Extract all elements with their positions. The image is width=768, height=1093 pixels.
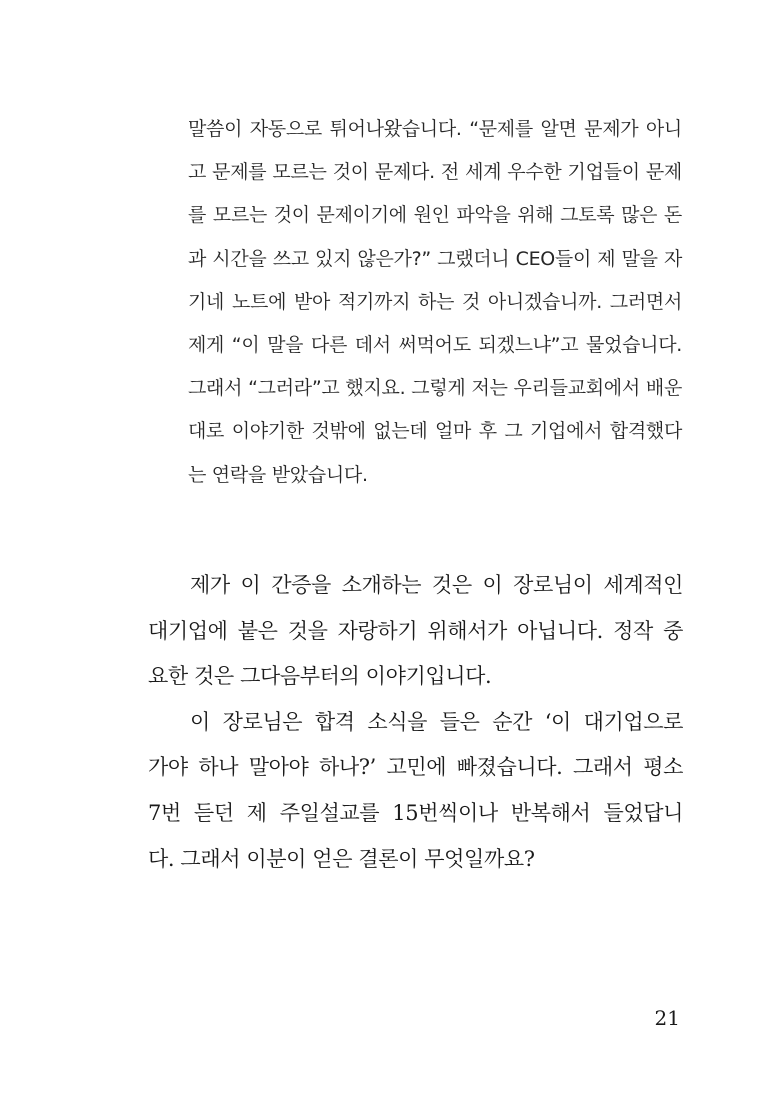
quote-line: 과 시간을 쓰고 있지 않은가?” 그랬더니 CEO들이 제 말을 자: [188, 247, 682, 270]
paragraph-line: 다. 그래서 이분이 얻은 결론이 무엇일까요?: [148, 846, 535, 871]
paragraph-line: 가야 하나 말아야 하나?’ 고민에 빠졌습니다. 그래서 평소: [148, 755, 683, 780]
paragraph-line: 대기업에 붙은 것을 자랑하기 위해서가 아닙니다. 정작 중: [148, 618, 683, 643]
quote-line: 대로 이야기한 것밖에 없는데 얼마 후 그 기업에서 합격했다: [188, 420, 682, 443]
paragraph-line: 이 장로님은 합격 소식을 들은 순간 ‘이 대기업으로: [190, 709, 683, 734]
paragraph-line: 제가 이 간증을 소개하는 것은 이 장로님이 세계적인: [190, 573, 683, 597]
quote-line: 말씀이 자동으로 튀어나왔습니다. “문제를 알면 문제가 아니: [188, 118, 682, 140]
page-number: 21: [654, 1006, 680, 1030]
paragraph-line: 7번 듣던 제 주일설교를 15번씩이나 반복해서 들었답니: [148, 800, 683, 825]
paragraph-line: 요한 것은 그다음부터의 이야기입니다.: [148, 664, 492, 689]
quote-block: [188, 108, 682, 497]
quote-line: 그래서 “그러라”고 했지요. 그렇게 저는 우리들교회에서 배운: [188, 377, 682, 400]
quote-line: 제게 “이 말을 다른 데서 써먹어도 되겠느냐”고 물었습니다.: [188, 333, 682, 356]
quote-line: 를 모르는 것이 문제이기에 원인 파악을 위해 그토록 많은 돈: [188, 204, 682, 227]
quote-line: 고 문제를 모르는 것이 문제다. 전 세계 우수한 기업들이 문제: [188, 161, 682, 184]
body-text: [148, 563, 683, 882]
quote-line: 기네 노트에 받아 적기까지 하는 것 아니겠습니까. 그러면서: [188, 290, 682, 313]
quote-line: 는 연락을 받았습니다.: [188, 463, 368, 486]
